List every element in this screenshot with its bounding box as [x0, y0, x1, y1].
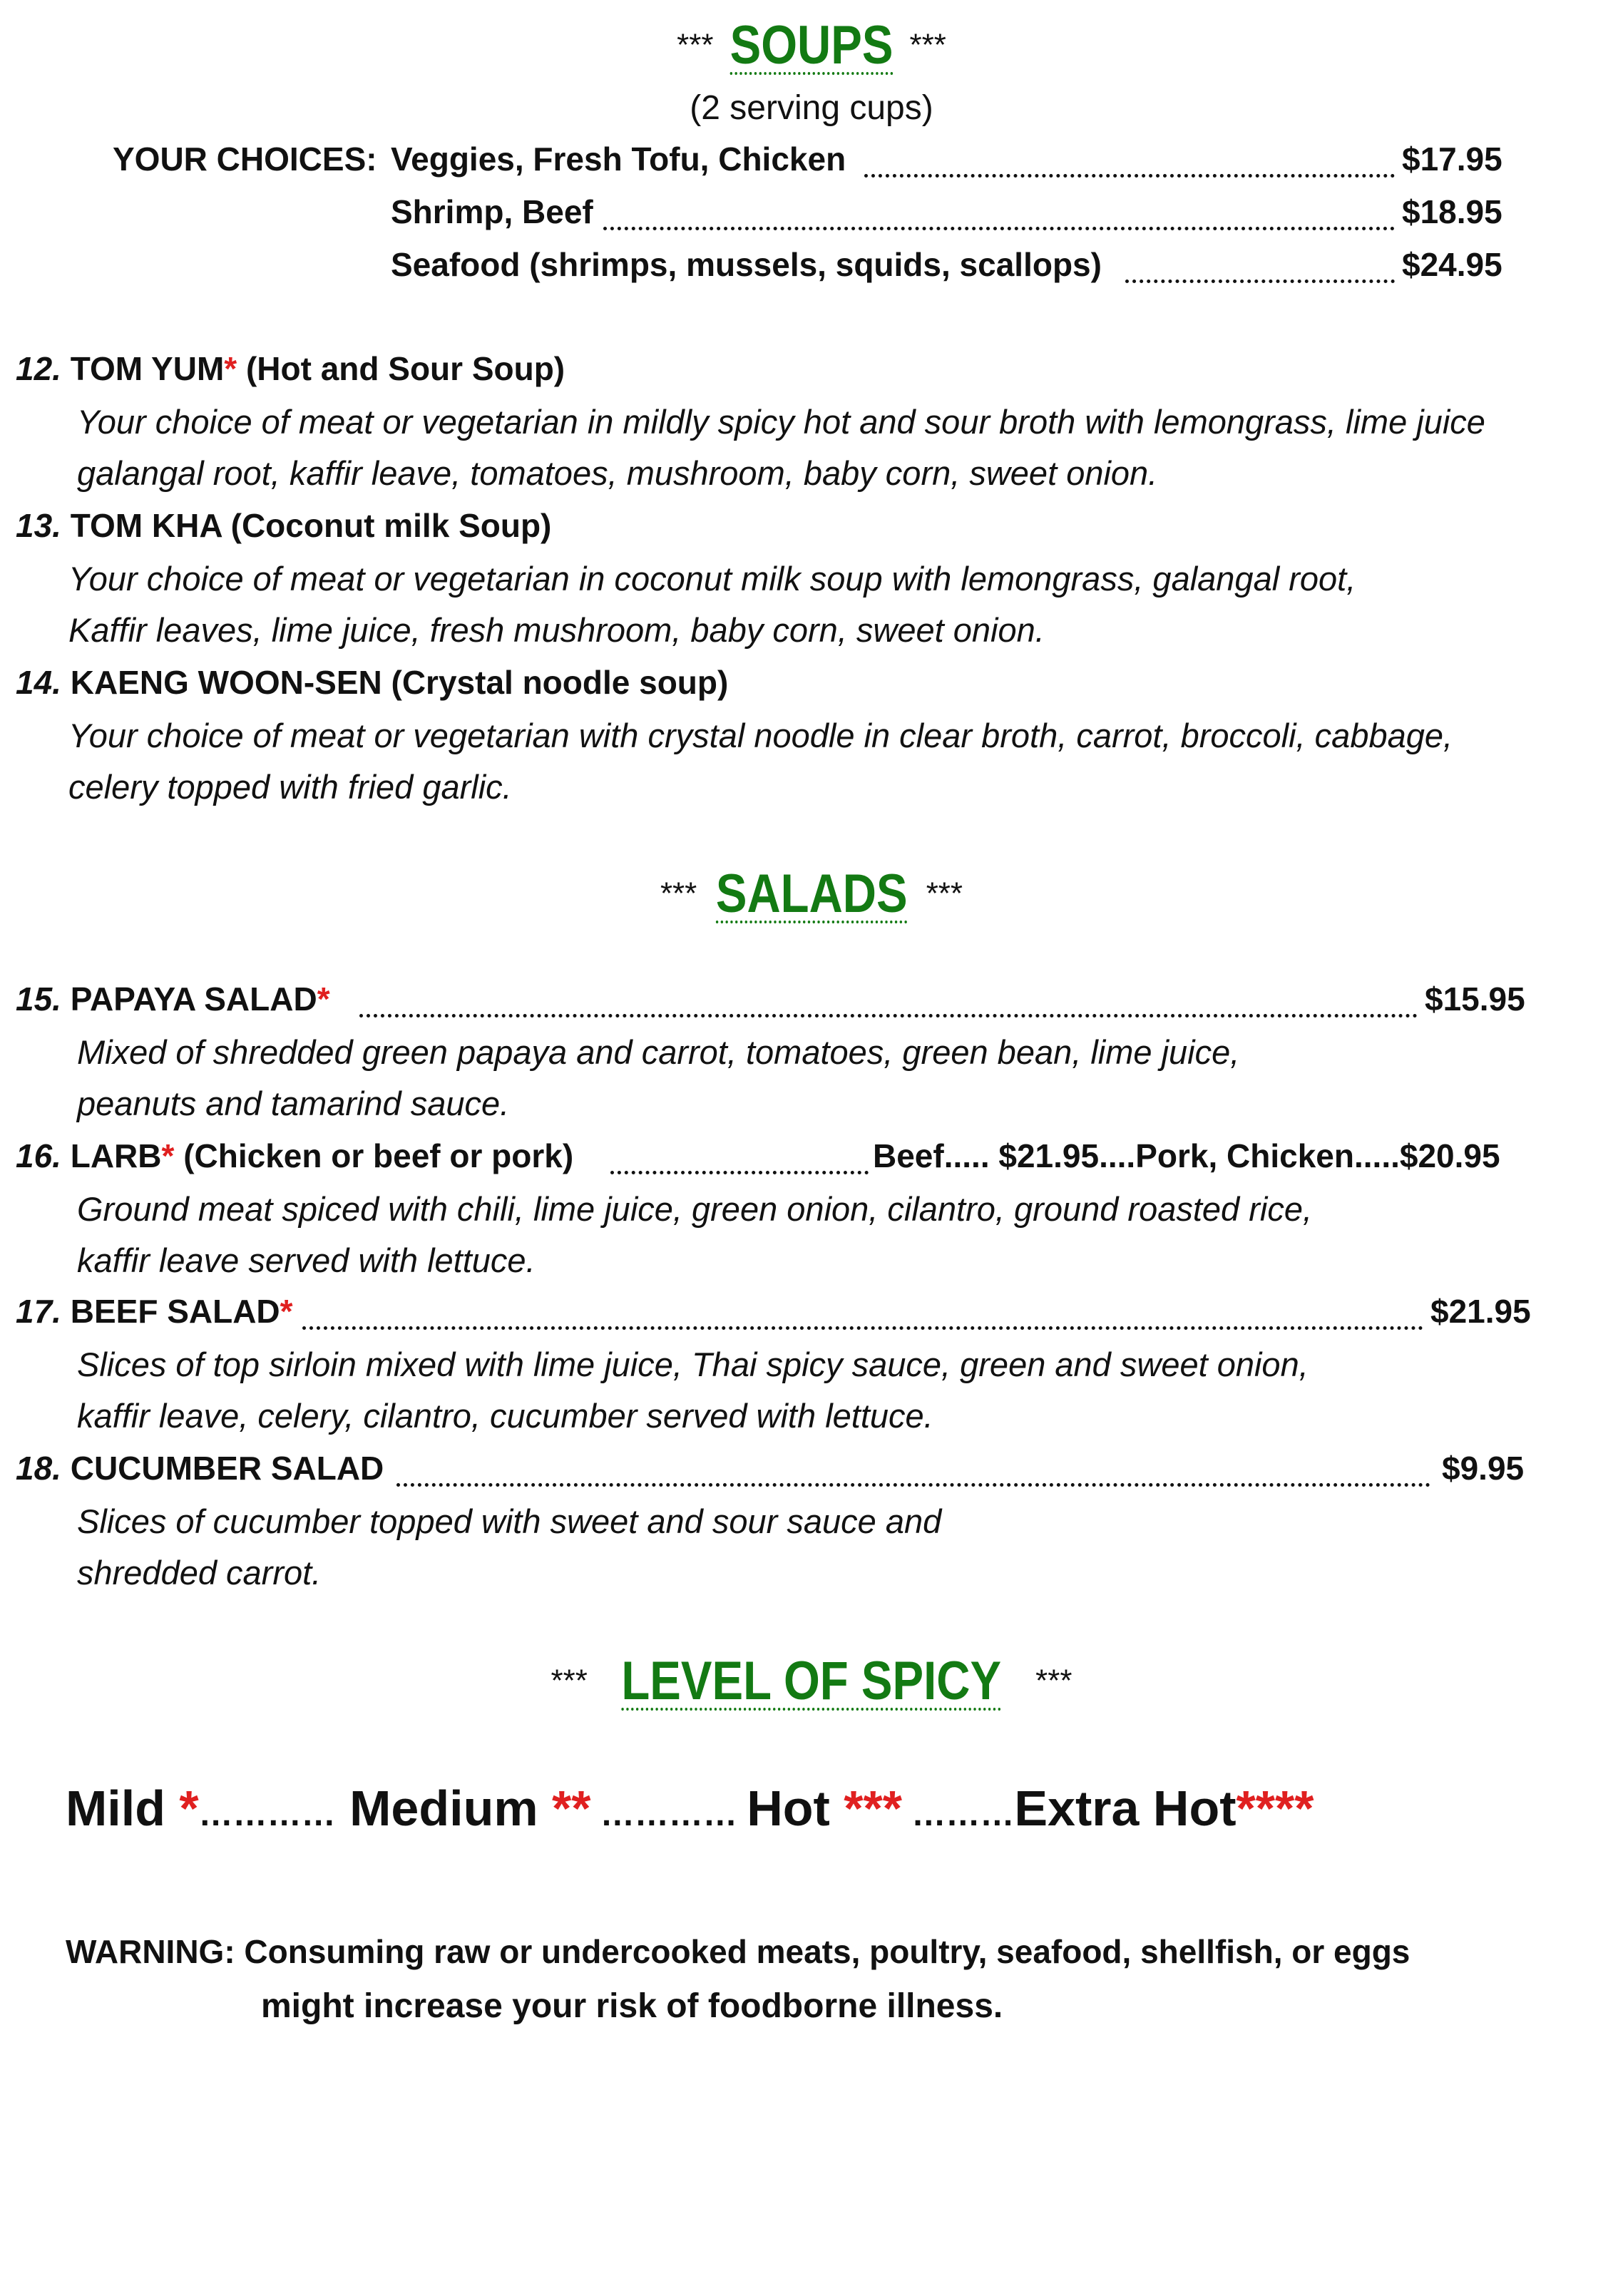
item-name: CUCUMBER SALAD	[70, 1450, 384, 1487]
spicy-level-stars: *	[179, 1780, 199, 1836]
menu-item-title	[16, 1292, 293, 1331]
spicy-level-label: Mild	[66, 1780, 180, 1836]
item-desc: Your choice of meat or vegetarian with crystal noodle in clear broth, carrot, broccoli, cabbage,	[68, 717, 1453, 754]
spicy-levels	[66, 1780, 1314, 1837]
choice-price: $17.95	[1402, 140, 1502, 178]
item-number: 14.	[16, 664, 61, 701]
heading-stars-left: ***	[677, 27, 714, 63]
choice-label: Veggies, Fresh Tofu, Chicken	[391, 140, 846, 178]
spicy-separator: …………	[198, 1795, 336, 1833]
item-desc: Mixed of shredded green papaya and carrot, tomatoes, green bean, lime juice,	[77, 1033, 1240, 1071]
choice-label: Shrimp, Beef	[391, 193, 593, 230]
item-price: $21.95	[1430, 1293, 1531, 1330]
choice-price: $24.95	[1402, 246, 1502, 283]
soups-heading	[0, 14, 1623, 93]
item-leader	[302, 1326, 1423, 1330]
item-desc: Kaffir leaves, lime juice, fresh mushroom, baby corn, sweet onion.	[68, 611, 1045, 649]
heading-stars-right: ***	[926, 876, 963, 911]
heading-stars-left: ***	[660, 876, 697, 911]
item-name: TOM YUM	[70, 350, 225, 387]
menu-item-title	[16, 1137, 573, 1175]
heading-stars-right: ***	[909, 27, 946, 63]
item-desc: shredded carrot.	[77, 1554, 322, 1592]
item-desc: Slices of cucumber topped with sweet and sour sauce and	[77, 1502, 942, 1540]
item-price: $9.95	[1442, 1450, 1525, 1487]
item-number: 15.	[16, 980, 61, 1018]
soups-title: SOUPS	[729, 15, 894, 76]
spicy-heading	[0, 1650, 1623, 1728]
item-price-options: Beef..... $21.95....Pork, Chicken.....$20.95	[873, 1137, 1500, 1174]
item-desc: peanuts and tamarind sauce.	[77, 1085, 510, 1122]
choice-label: Seafood (shrimps, mussels, squids, scallops)	[391, 246, 1102, 283]
spicy-star: *	[224, 350, 237, 387]
item-number: 17.	[16, 1293, 61, 1330]
item-desc: Ground meat spiced with chili, lime juice, green onion, cilantro, ground roasted rice,	[77, 1190, 1313, 1228]
item-extra: (Chicken or beef or pork)	[183, 1137, 574, 1174]
item-desc: kaffir leave, celery, cilantro, cucumber served with lettuce.	[77, 1397, 933, 1435]
menu-item-title	[16, 349, 565, 388]
spicy-star: *	[317, 980, 330, 1018]
choice-leader	[603, 227, 1395, 230]
item-desc: galangal root, kaffir leave, tomatoes, mushroom, baby corn, sweet onion.	[77, 454, 1158, 492]
spicy-level-stars: ***	[844, 1780, 902, 1836]
choice-leader	[1125, 280, 1395, 283]
spicy-star: *	[280, 1293, 293, 1330]
item-desc: celery topped with fried garlic.	[68, 768, 512, 806]
choices-label: YOUR CHOICES:	[113, 140, 377, 178]
item-number: 13.	[16, 507, 61, 544]
item-desc: Your choice of meat or vegetarian in coconut milk soup with lemongrass, galangal root,	[68, 560, 1356, 598]
item-price: $15.95	[1425, 980, 1525, 1018]
spicy-star: *	[161, 1137, 175, 1174]
menu-item-title	[16, 663, 728, 702]
spicy-level-stars: ****	[1236, 1780, 1314, 1836]
item-subtitle: (Coconut milk Soup)	[230, 507, 552, 544]
item-leader	[610, 1171, 869, 1174]
choice-leader	[864, 174, 1395, 178]
item-desc: kaffir leave served with lettuce.	[77, 1241, 536, 1279]
heading-stars-right: ***	[1035, 1663, 1072, 1698]
item-number: 16.	[16, 1137, 61, 1174]
item-leader	[359, 1014, 1418, 1018]
spicy-level-label: Hot	[747, 1780, 844, 1836]
spicy-level-label: Medium	[349, 1780, 553, 1836]
item-desc: Slices of top sirloin mixed with lime juice, Thai spicy sauce, green and sweet onion,	[77, 1346, 1309, 1383]
soups-subtitle: (2 serving cups)	[690, 89, 933, 127]
item-name: LARB	[70, 1137, 162, 1174]
salads-title: SALADS	[715, 863, 908, 924]
menu-item-title	[16, 980, 330, 1018]
choice-price: $18.95	[1402, 193, 1502, 230]
salads-heading	[0, 863, 1623, 941]
item-name: PAPAYA SALAD	[70, 980, 317, 1018]
spicy-separator: ………	[902, 1795, 1015, 1833]
item-desc: Your choice of meat or vegetarian in mildly spicy hot and sour broth with lemongrass, lime juice	[77, 403, 1485, 441]
heading-stars-left: ***	[551, 1663, 588, 1698]
warning-line-2: might increase your risk of foodborne illness.	[261, 1987, 1003, 2025]
item-subtitle: (Crystal noodle soup)	[391, 664, 729, 701]
spicy-level-label: Extra Hot	[1014, 1780, 1237, 1836]
item-number: 12.	[16, 350, 61, 387]
item-name: BEEF SALAD	[70, 1293, 280, 1330]
spicy-title: LEVEL OF SPICY	[621, 1651, 1002, 1711]
spicy-level-stars: **	[552, 1780, 591, 1836]
item-leader	[396, 1483, 1430, 1487]
item-subtitle: (Hot and Sour Soup)	[245, 350, 565, 387]
warning-line-1: WARNING: Consuming raw or undercooked meats, poultry, seafood, shellfish, or eggs	[66, 1933, 1410, 1970]
spicy-separator: …………	[590, 1795, 747, 1833]
item-name: TOM KHA	[70, 507, 222, 544]
menu-item-title	[16, 1449, 384, 1487]
item-name: KAENG WOON-SEN	[70, 664, 382, 701]
item-number: 18.	[16, 1450, 61, 1487]
menu-item-title	[16, 506, 551, 545]
